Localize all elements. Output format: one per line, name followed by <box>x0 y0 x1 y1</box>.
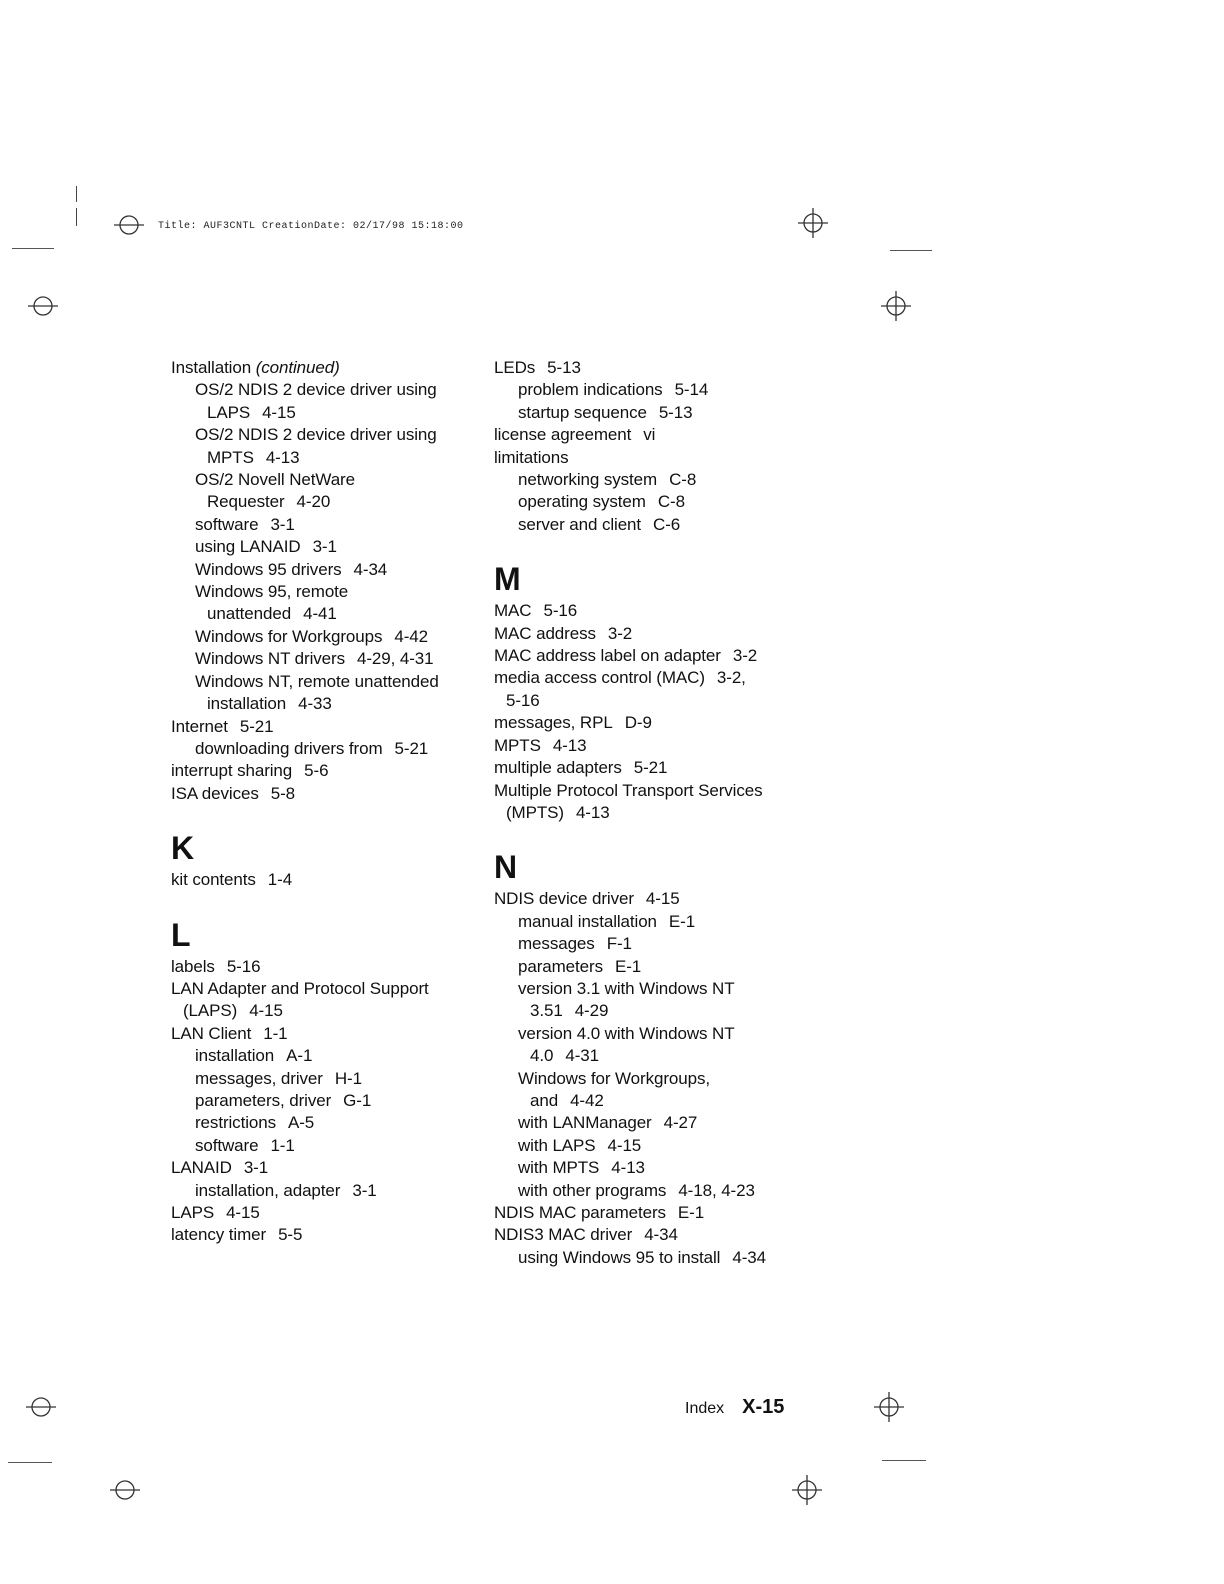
index-entry: Internet 5-21 <box>171 716 274 736</box>
index-entry: kit contents 1-4 <box>171 870 293 890</box>
index-letter-heading: L <box>171 916 191 953</box>
index-column-left <box>171 357 491 1247</box>
footer-label: Index <box>685 1400 725 1417</box>
index-entry: Windows 95, remote unattended 4-41 <box>195 582 349 624</box>
index-entry: Windows 95 drivers 4-34 <box>195 559 388 579</box>
index-entry: using Windows 95 to install 4-34 <box>518 1247 766 1267</box>
index-entry: version 4.0 with Windows NT 4.0 4-31 <box>518 1023 735 1066</box>
index-entry: latency timer 5-5 <box>171 1225 303 1245</box>
index-entry: parameters, driver G-1 <box>195 1090 372 1110</box>
crop-tick <box>76 186 77 202</box>
index-entry: limitations <box>494 447 569 467</box>
index-column-right <box>494 357 824 1269</box>
index-entry: restrictions A-5 <box>195 1113 315 1133</box>
index-entry: OS/2 Novell NetWare Requester 4-20 <box>195 470 355 512</box>
index-entry: with LAPS 4-15 <box>518 1135 642 1155</box>
index-entry: with LANManager 4-27 <box>518 1113 698 1133</box>
index-entry: Windows NT, remote unattended installation 4-33 <box>195 671 439 714</box>
index-entry: Windows for Workgroups 4-42 <box>195 626 429 646</box>
index-entry: server and client C-6 <box>518 514 681 534</box>
registration-mark-icon <box>112 208 146 242</box>
index-entry: using LANAID 3-1 <box>195 537 337 557</box>
index-entry: ISA devices 5-8 <box>171 783 296 803</box>
registration-mark-icon <box>879 289 913 323</box>
crop-line <box>8 1462 52 1463</box>
page-footer <box>685 1396 784 1419</box>
header-title: Title: AUF3CNTL CreationDate: 02/17/98 15:18:00 <box>158 221 464 232</box>
index-entry: LAN Adapter and Protocol Support (LAPS) 4-15 <box>171 978 429 1021</box>
crop-line <box>882 1460 926 1461</box>
crop-line <box>890 250 932 251</box>
index-entry: installation, adapter 3-1 <box>195 1180 377 1200</box>
index-entry: LEDs 5-13 <box>494 358 581 377</box>
index-entry: multiple adapters 5-21 <box>494 758 668 778</box>
index-entry: parameters E-1 <box>518 956 642 976</box>
index-entry: messages, driver H-1 <box>195 1068 362 1088</box>
index-entry: with other programs 4-18, 4-23 <box>518 1180 755 1200</box>
index-entry: with MPTS 4-13 <box>518 1158 645 1178</box>
index-letter-heading: K <box>171 830 195 867</box>
index-letter-heading: M <box>494 561 521 598</box>
index-entry: startup sequence 5-13 <box>518 402 693 422</box>
index-entry: interrupt sharing 5-6 <box>171 761 329 781</box>
index-entry: Multiple Protocol Transport Services (MPTS) 4-13 <box>494 780 763 822</box>
index-entry: license agreement vi <box>494 425 656 445</box>
registration-mark-icon <box>108 1473 142 1507</box>
index-entry: labels 5-16 <box>171 956 261 976</box>
index-entry: OS/2 NDIS 2 device driver using MPTS 4-13 <box>195 425 437 467</box>
index-entry: MPTS 4-13 <box>494 735 587 755</box>
index-entry: MAC address 3-2 <box>494 623 633 643</box>
index-entry: LANAID 3-1 <box>171 1158 269 1178</box>
index-entry: OS/2 NDIS 2 device driver using LAPS 4-15 <box>195 380 437 422</box>
index-entry: version 3.1 with Windows NT 3.51 4-29 <box>518 978 735 1021</box>
index-entry: Installation (continued) <box>171 358 340 377</box>
index-entry: downloading drivers from 5-21 <box>195 738 429 758</box>
index-entry: LAPS 4-15 <box>171 1203 260 1222</box>
index-entry: networking system C-8 <box>518 470 697 490</box>
index-entry: messages F-1 <box>518 934 632 954</box>
registration-mark-icon <box>790 1473 824 1507</box>
page-number: X-15 <box>742 1396 785 1418</box>
index-entry: Windows NT drivers 4-29, 4-31 <box>195 649 434 669</box>
index-entry: operating system C-8 <box>518 492 685 512</box>
index-entry: MAC 5-16 <box>494 601 578 621</box>
index-entry: media access control (MAC) 3-2, 5-16 <box>494 668 746 710</box>
crop-tick <box>76 208 77 226</box>
index-letter-heading: N <box>494 849 518 886</box>
index-entry: installation A-1 <box>195 1046 313 1066</box>
index-entry: software 1-1 <box>195 1135 295 1155</box>
index-entry: messages, RPL D-9 <box>494 713 652 733</box>
index-entry: NDIS device driver 4-15 <box>494 889 680 909</box>
index-entry: problem indications 5-14 <box>518 380 709 400</box>
registration-mark-icon <box>796 206 830 240</box>
index-entry: NDIS MAC parameters E-1 <box>494 1203 705 1222</box>
index-entry: LAN Client 1-1 <box>171 1023 288 1043</box>
index-entry: MAC address label on adapter 3-2 <box>494 646 758 666</box>
index-entry: software 3-1 <box>195 514 295 534</box>
index-entry: NDIS3 MAC driver 4-34 <box>494 1225 678 1245</box>
registration-mark-icon <box>26 289 60 323</box>
registration-mark-icon <box>24 1390 58 1424</box>
crop-line <box>12 248 54 249</box>
registration-mark-icon <box>872 1390 906 1424</box>
index-entry: Windows for Workgroups, and 4-42 <box>518 1068 711 1110</box>
index-entry: manual installation E-1 <box>518 911 696 931</box>
